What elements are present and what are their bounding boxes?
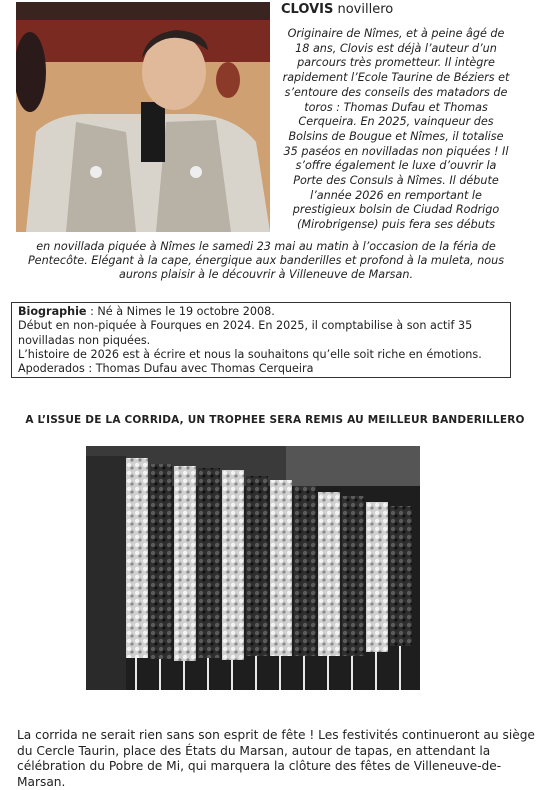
- intro-paragraph-continued: en novillada piquée à Nîmes le samedi 23 mai au matin à l’occasion de la féria de Pentecôte. Elégant à la cape, énergique aux banderilles et profond à la muleta, nous aurons plaisir à le découvrir à Villeneuve de Marsan.: [27, 240, 505, 282]
- biography-box: [11, 302, 511, 378]
- bio-line-3: L’histoire de 2026 est à écrire et nous la souhaitons qu’elle soit riche en émotions.: [18, 347, 482, 361]
- novillero-name: CLOVIS: [281, 2, 334, 17]
- trophy-heading: A L’ISSUE DE LA CORRIDA, UN TROPHEE SERA REMIS AU MEILLEUR BANDERILLERO: [25, 414, 525, 426]
- novillero-photo: [16, 2, 270, 232]
- bio-label: Biographie: [18, 305, 87, 318]
- banderillas-photo: [86, 446, 420, 690]
- closing-paragraph: La corrida ne serait rien sans son esprit de fête ! Les festivités continueront au siège du Cercle Taurin, place des États du Marsan, autour de tapas, en attendant la célébration du Pobre de Mi, qui marquera la clôture des fêtes de Villeneuve-de-Marsan.: [17, 728, 535, 789]
- novillero-role: novillero: [337, 2, 394, 17]
- bio-line-2: Début en non-piquée à Fourques en 2024. En 2025, il comptabilise à son actif 35 novilladas non piquées.: [18, 319, 473, 347]
- intro-heading: [281, 2, 393, 17]
- intro-paragraph: Originaire de Nîmes, et à peine âgé de 18 ans, Clovis est déjà l’auteur d’un parcours très prometteur. Il intègre rapidement l’Ecole Taurine de Béziers et s’entoure des conseils des matadors de toros : Thomas Dufau et Thomas Cerqueira. En 2025, vainqueur des Bolsins de Bougue et Nîmes, il totalise 35 paséos en novilladas non piquées ! Il s’offre également le luxe d’ouvrir la Porte des Consuls à Nîmes. Il débute l’année 2026 en remportant le prestigieux bolsin de Ciudad Rodrigo (Mirobrigense) puis fera ses débuts: [282, 27, 510, 232]
- bio-line-4: Apoderados : Thomas Dufau avec Thomas Cerqueira: [18, 362, 314, 376]
- bio-line-1: Biographie : Né à Nimes le 19 octobre 2008.: [18, 305, 275, 318]
